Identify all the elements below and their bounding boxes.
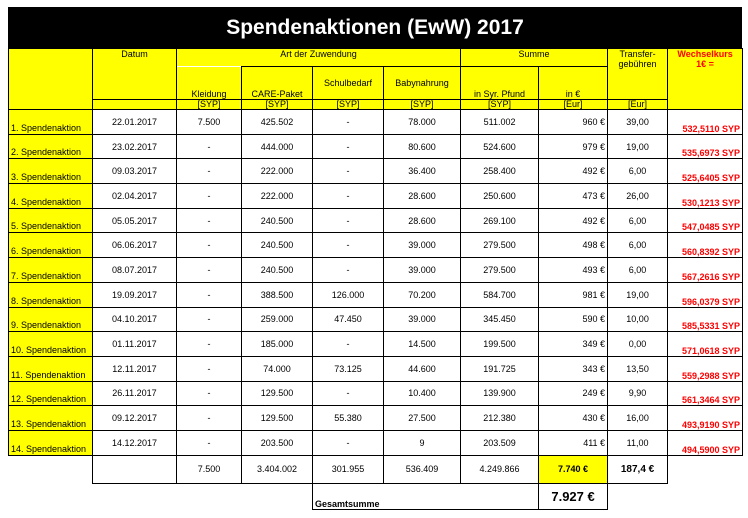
table-row bbox=[9, 356, 743, 381]
gesamtsumme-label: Gesamtsumme bbox=[313, 483, 539, 509]
spacer-cell bbox=[242, 483, 313, 509]
eur-sum-cell: 981 € bbox=[539, 282, 608, 307]
babynahrung-cell: 80.600 bbox=[384, 134, 461, 159]
unit-syp: [SYP] bbox=[177, 100, 242, 110]
schulbedarf-cell: - bbox=[313, 134, 384, 159]
date-cell: 09.03.2017 bbox=[93, 159, 177, 184]
transfer-fee-cell: 6,00 bbox=[608, 233, 668, 258]
syp-sum-cell: 199.500 bbox=[461, 332, 539, 357]
header-kleidung: Kleidung bbox=[177, 67, 242, 100]
babynahrung-cell: 28.600 bbox=[384, 208, 461, 233]
eur-sum-cell: 343 € bbox=[539, 356, 608, 381]
schulbedarf-cell: 55.380 bbox=[313, 406, 384, 431]
schulbedarf-cell: - bbox=[313, 430, 384, 455]
total-syp: 4.249.866 bbox=[461, 455, 539, 483]
kleidung-cell: - bbox=[177, 282, 242, 307]
table-row bbox=[9, 208, 743, 233]
spacer-cell bbox=[177, 483, 242, 509]
syp-sum-cell: 279.500 bbox=[461, 233, 539, 258]
total-kleidung: 7.500 bbox=[177, 455, 242, 483]
care-paket-cell: 129.500 bbox=[242, 381, 313, 406]
date-cell: 14.12.2017 bbox=[93, 430, 177, 455]
babynahrung-cell: 28.600 bbox=[384, 184, 461, 209]
syp-sum-cell: 212.380 bbox=[461, 406, 539, 431]
exchange-rate-cell: 493,9190 SYP bbox=[668, 406, 743, 431]
unit-eur: [Eur] bbox=[608, 100, 668, 110]
unit-syp: [SYP] bbox=[384, 100, 461, 110]
row-label: 13. Spendenaktion bbox=[9, 406, 93, 431]
date-cell: 06.06.2017 bbox=[93, 233, 177, 258]
babynahrung-cell: 9 bbox=[384, 430, 461, 455]
row-label: 5. Spendenaktion bbox=[9, 208, 93, 233]
empty-header-cell bbox=[9, 49, 93, 110]
total-schulbedarf: 301.955 bbox=[313, 455, 384, 483]
exchange-rate-cell: 532,5110 SYP bbox=[668, 110, 743, 135]
table-row bbox=[9, 332, 743, 357]
row-label: 1. Spendenaktion bbox=[9, 110, 93, 135]
exchange-rate-cell: 525,6405 SYP bbox=[668, 159, 743, 184]
care-paket-cell: 203.500 bbox=[242, 430, 313, 455]
babynahrung-cell: 39.000 bbox=[384, 307, 461, 332]
row-label: 9. Spendenaktion bbox=[9, 307, 93, 332]
care-paket-cell: 74.000 bbox=[242, 356, 313, 381]
header-summe: Summe bbox=[461, 49, 608, 67]
date-cell: 22.01.2017 bbox=[93, 110, 177, 135]
date-cell: 19.09.2017 bbox=[93, 282, 177, 307]
totals-empty-cell bbox=[93, 455, 177, 483]
unit-syp: [SYP] bbox=[242, 100, 313, 110]
gesamtsumme-value: 7.927 € bbox=[539, 483, 608, 509]
eur-sum-cell: 590 € bbox=[539, 307, 608, 332]
care-paket-cell: 222.000 bbox=[242, 159, 313, 184]
eur-sum-cell: 249 € bbox=[539, 381, 608, 406]
unit-syp: [SYP] bbox=[461, 100, 539, 110]
header-in-eur: in € bbox=[539, 67, 608, 100]
spacer-cell bbox=[93, 483, 177, 509]
eur-sum-cell: 498 € bbox=[539, 233, 608, 258]
exchange-rate-cell: 547,0485 SYP bbox=[668, 208, 743, 233]
babynahrung-cell: 70.200 bbox=[384, 282, 461, 307]
header-art-der-zuwendung: Art der Zuwendung bbox=[177, 49, 461, 67]
eur-sum-cell: 473 € bbox=[539, 184, 608, 209]
kleidung-cell: - bbox=[177, 430, 242, 455]
exchange-rate-cell: 585,5331 SYP bbox=[668, 307, 743, 332]
spacer-cell bbox=[9, 483, 93, 509]
syp-sum-cell: 524.600 bbox=[461, 134, 539, 159]
spacer-cell bbox=[608, 483, 668, 509]
total-eur: 7.740 € bbox=[539, 455, 608, 483]
care-paket-cell: 388.500 bbox=[242, 282, 313, 307]
row-label: 4. Spendenaktion bbox=[9, 184, 93, 209]
totals-empty-cell bbox=[9, 455, 93, 483]
transfer-fee-cell: 26,00 bbox=[608, 184, 668, 209]
row-label: 14. Spendenaktion bbox=[9, 430, 93, 455]
table-row bbox=[9, 406, 743, 431]
schulbedarf-cell: - bbox=[313, 184, 384, 209]
date-cell: 12.11.2017 bbox=[93, 356, 177, 381]
schulbedarf-cell: - bbox=[313, 159, 384, 184]
syp-sum-cell: 279.500 bbox=[461, 258, 539, 283]
unit-syp: [SYP] bbox=[313, 100, 384, 110]
schulbedarf-cell: 126.000 bbox=[313, 282, 384, 307]
date-cell: 02.04.2017 bbox=[93, 184, 177, 209]
table-row bbox=[9, 184, 743, 209]
kleidung-cell: - bbox=[177, 159, 242, 184]
kleidung-cell: - bbox=[177, 184, 242, 209]
transfer-fee-cell: 6,00 bbox=[608, 208, 668, 233]
transfer-fee-cell: 10,00 bbox=[608, 307, 668, 332]
header-in-syr-pfund: in Syr. Pfund bbox=[461, 67, 539, 100]
row-label: 12. Spendenaktion bbox=[9, 381, 93, 406]
exchange-rate-cell: 561,3464 SYP bbox=[668, 381, 743, 406]
total-fees: 187,4 € bbox=[608, 455, 668, 483]
header-care-paket: CARE-Paket bbox=[242, 67, 313, 100]
care-paket-cell: 185.000 bbox=[242, 332, 313, 357]
syp-sum-cell: 191.725 bbox=[461, 356, 539, 381]
kleidung-cell: - bbox=[177, 134, 242, 159]
babynahrung-cell: 39.000 bbox=[384, 233, 461, 258]
row-label: 11. Spendenaktion bbox=[9, 356, 93, 381]
row-label: 3. Spendenaktion bbox=[9, 159, 93, 184]
syp-sum-cell: 584.700 bbox=[461, 282, 539, 307]
transfer-fee-cell: 6,00 bbox=[608, 258, 668, 283]
transfer-fee-cell: 11,00 bbox=[608, 430, 668, 455]
exchange-rate-cell: 596,0379 SYP bbox=[668, 282, 743, 307]
spreadsheet bbox=[8, 7, 742, 510]
row-label: 10. Spendenaktion bbox=[9, 332, 93, 357]
kleidung-cell: - bbox=[177, 208, 242, 233]
care-paket-cell: 129.500 bbox=[242, 406, 313, 431]
table-row bbox=[9, 233, 743, 258]
babynahrung-cell: 10.400 bbox=[384, 381, 461, 406]
table-row bbox=[9, 381, 743, 406]
kleidung-cell: - bbox=[177, 332, 242, 357]
header-babynahrung: Babynahrung bbox=[384, 67, 461, 100]
eur-sum-cell: 492 € bbox=[539, 159, 608, 184]
header-datum: Datum bbox=[93, 49, 177, 100]
exchange-rate-cell: 560,8392 SYP bbox=[668, 233, 743, 258]
total-care-paket: 3.404.002 bbox=[242, 455, 313, 483]
transfer-fee-cell: 19,00 bbox=[608, 282, 668, 307]
transfer-fee-cell: 13,50 bbox=[608, 356, 668, 381]
date-cell: 23.02.2017 bbox=[93, 134, 177, 159]
syp-sum-cell: 203.509 bbox=[461, 430, 539, 455]
kleidung-cell: 7.500 bbox=[177, 110, 242, 135]
date-cell: 04.10.2017 bbox=[93, 307, 177, 332]
kleidung-cell: - bbox=[177, 307, 242, 332]
exchange-rate-cell: 567,2616 SYP bbox=[668, 258, 743, 283]
kleidung-cell: - bbox=[177, 233, 242, 258]
care-paket-cell: 259.000 bbox=[242, 307, 313, 332]
row-label: 7. Spendenaktion bbox=[9, 258, 93, 283]
spacer-cell bbox=[668, 483, 743, 509]
babynahrung-cell: 39.000 bbox=[384, 258, 461, 283]
care-paket-cell: 240.500 bbox=[242, 258, 313, 283]
transfer-fee-cell: 19,00 bbox=[608, 134, 668, 159]
transfer-fee-cell: 9,90 bbox=[608, 381, 668, 406]
transfer-fee-cell: 0,00 bbox=[608, 332, 668, 357]
babynahrung-cell: 44.600 bbox=[384, 356, 461, 381]
donation-table bbox=[8, 48, 743, 510]
row-label: 2. Spendenaktion bbox=[9, 134, 93, 159]
schulbedarf-cell: - bbox=[313, 332, 384, 357]
care-paket-cell: 444.000 bbox=[242, 134, 313, 159]
row-label: 8. Spendenaktion bbox=[9, 282, 93, 307]
total-babynahrung: 536.409 bbox=[384, 455, 461, 483]
schulbedarf-cell: - bbox=[313, 233, 384, 258]
header-wechselkurs: Wechselkurs 1€ = bbox=[668, 49, 743, 110]
table-row bbox=[9, 134, 743, 159]
eur-sum-cell: 493 € bbox=[539, 258, 608, 283]
syp-sum-cell: 345.450 bbox=[461, 307, 539, 332]
row-label: 6. Spendenaktion bbox=[9, 233, 93, 258]
care-paket-cell: 425.502 bbox=[242, 110, 313, 135]
schulbedarf-cell: - bbox=[313, 208, 384, 233]
exchange-rate-cell: 571,0618 SYP bbox=[668, 332, 743, 357]
table-row bbox=[9, 282, 743, 307]
transfer-fee-cell: 16,00 bbox=[608, 406, 668, 431]
syp-sum-cell: 511.002 bbox=[461, 110, 539, 135]
schulbedarf-cell: 47.450 bbox=[313, 307, 384, 332]
table-row bbox=[9, 430, 743, 455]
schulbedarf-cell: - bbox=[313, 110, 384, 135]
care-paket-cell: 240.500 bbox=[242, 208, 313, 233]
syp-sum-cell: 139.900 bbox=[461, 381, 539, 406]
exchange-rate-cell: 535,6973 SYP bbox=[668, 134, 743, 159]
transfer-fee-cell: 39,00 bbox=[608, 110, 668, 135]
date-cell: 01.11.2017 bbox=[93, 332, 177, 357]
care-paket-cell: 240.500 bbox=[242, 233, 313, 258]
kleidung-cell: - bbox=[177, 406, 242, 431]
exchange-rate-cell: 494,5900 SYP bbox=[668, 430, 743, 455]
eur-sum-cell: 430 € bbox=[539, 406, 608, 431]
schulbedarf-cell: - bbox=[313, 381, 384, 406]
care-paket-cell: 222.000 bbox=[242, 184, 313, 209]
schulbedarf-cell: 73.125 bbox=[313, 356, 384, 381]
table-row bbox=[9, 258, 743, 283]
babynahrung-cell: 36.400 bbox=[384, 159, 461, 184]
table-row bbox=[9, 110, 743, 135]
exchange-rate-cell: 530,1213 SYP bbox=[668, 184, 743, 209]
date-cell: 09.12.2017 bbox=[93, 406, 177, 431]
eur-sum-cell: 349 € bbox=[539, 332, 608, 357]
kleidung-cell: - bbox=[177, 381, 242, 406]
babynahrung-cell: 14.500 bbox=[384, 332, 461, 357]
exchange-rate-cell: 559,2988 SYP bbox=[668, 356, 743, 381]
date-cell: 05.05.2017 bbox=[93, 208, 177, 233]
unit-cell-datum bbox=[93, 100, 177, 110]
babynahrung-cell: 78.000 bbox=[384, 110, 461, 135]
kleidung-cell: - bbox=[177, 258, 242, 283]
eur-sum-cell: 960 € bbox=[539, 110, 608, 135]
date-cell: 08.07.2017 bbox=[93, 258, 177, 283]
header-transfergebuehren: Transfer- gebühren bbox=[608, 49, 668, 100]
table-row bbox=[9, 307, 743, 332]
kleidung-cell: - bbox=[177, 356, 242, 381]
date-cell: 26.11.2017 bbox=[93, 381, 177, 406]
syp-sum-cell: 269.100 bbox=[461, 208, 539, 233]
eur-sum-cell: 979 € bbox=[539, 134, 608, 159]
header-schulbedarf: Schulbedarf bbox=[313, 67, 384, 100]
table-row bbox=[9, 159, 743, 184]
babynahrung-cell: 27.500 bbox=[384, 406, 461, 431]
transfer-fee-cell: 6,00 bbox=[608, 159, 668, 184]
eur-sum-cell: 411 € bbox=[539, 430, 608, 455]
sheet-title: Spendenaktionen (EwW) 2017 bbox=[8, 7, 742, 48]
totals-empty-cell bbox=[668, 455, 743, 483]
eur-sum-cell: 492 € bbox=[539, 208, 608, 233]
schulbedarf-cell: - bbox=[313, 258, 384, 283]
unit-eur: [Eur] bbox=[539, 100, 608, 110]
syp-sum-cell: 250.600 bbox=[461, 184, 539, 209]
syp-sum-cell: 258.400 bbox=[461, 159, 539, 184]
